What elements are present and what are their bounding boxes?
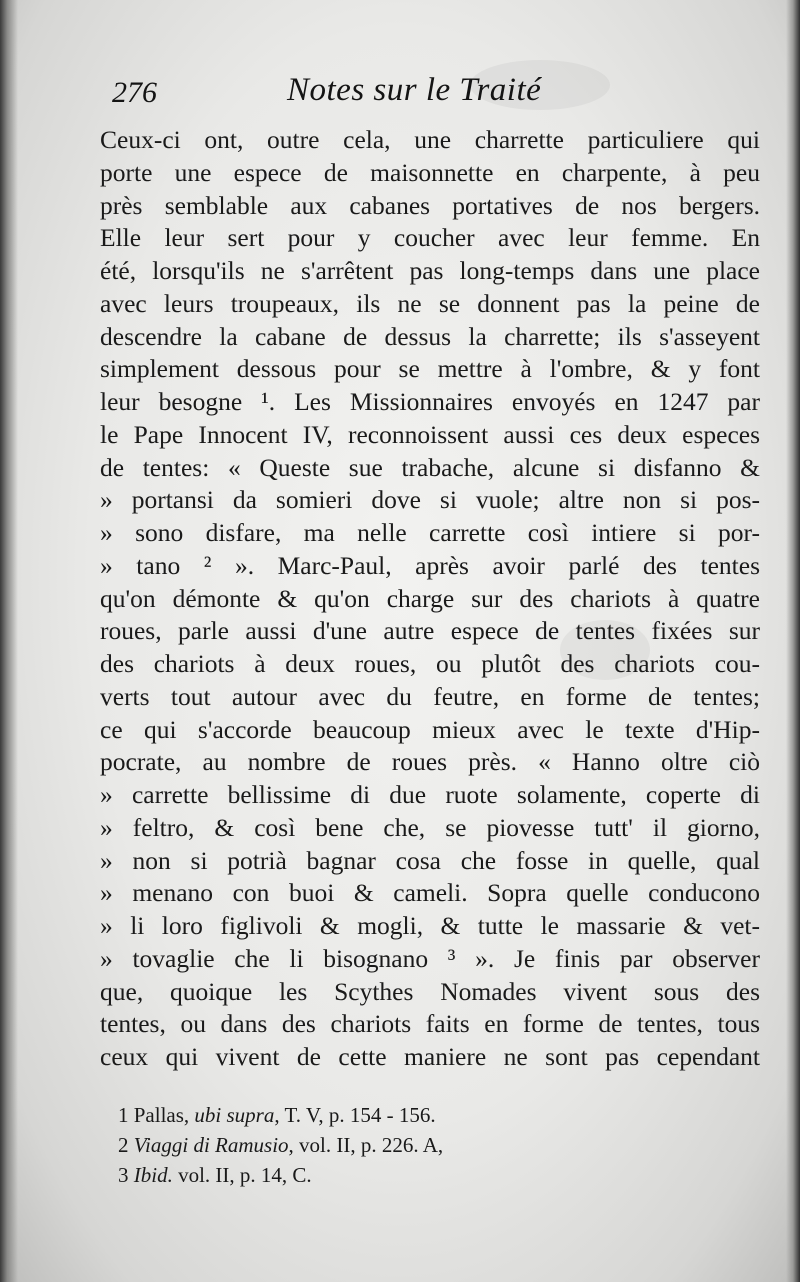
text-line: simplement dessous pour se mettre à l'ombre, & y font [100,354,760,384]
page-right-edge-shadow [786,0,800,1282]
text-line: » non si potrià bagnar cosa che fosse in quelle, qual [100,845,760,875]
footnote-text-pre: Pallas, [133,1103,195,1127]
text-line: des chariots à deux roues, ou plutôt des chariots cou- [100,649,760,678]
text-line: Elle leur sert pour y coucher avec leur femme. En [100,223,760,253]
footnote-number: 1 [118,1103,129,1127]
text-line: roues, parle aussi d'une autre espece de tentes fixées sur [100,616,760,646]
text-line: » tano ² ». Marc-Paul, après avoir parlé des tentes [100,550,760,580]
text-line: » sono disfare, ma nelle carrette così intiere si por- [100,518,760,547]
running-head: Notes sur le Traité [287,72,542,108]
body-text [100,124,760,1074]
footnote-number: 3 [118,1163,129,1187]
text-line: Ceux-ci ont, outre cela, une charrette particuliere qui [100,125,760,154]
page-left-edge-shadow [0,0,18,1282]
footnote-text-post: , T. V, p. 154 - 156. [274,1103,436,1127]
footnote [118,1100,678,1130]
text-line: » tovaglie che li bisognano ³ ». Je finis par observer [100,943,760,973]
footnote [118,1130,678,1160]
text-line: porte une espece de maisonnette en charpente, à peu [100,157,760,187]
text-line: pocrate, au nombre de roues près. « Hanno oltre ciò [100,747,760,777]
footnote-number: 2 [118,1133,129,1157]
text-line: avec leurs troupeaux, ils ne se donnent pas la peine de [100,288,760,318]
text-line: » li loro figlivoli & mogli, & tutte le massarie & vet- [100,911,760,940]
text-line: » carrette bellissime di due ruote solamente, coperte di [100,780,760,809]
footnote-text-post: , vol. II, p. 226. A, [288,1133,444,1157]
page-number: 276 [112,76,157,109]
footnote [118,1160,678,1190]
text-line: ceux qui vivent de cette maniere ne sont pas cependant [100,1042,760,1071]
text-line: » portansi da somieri dove si vuole; altre non si pos- [100,485,760,515]
text-line: le Pape Innocent IV, reconnoissent aussi ces deux especes [100,419,760,449]
text-line: descendre la cabane de dessus la charrette; ils s'asseyent [100,321,760,351]
text-line: » feltro, & così bene che, se piovesse tutt' il giorno, [100,812,760,842]
text-line: qu'on démonte & qu'on charge sur des chariots à quatre [100,583,760,613]
footnote-text-post: vol. II, p. 14, C. [172,1163,312,1187]
text-line: près semblable aux cabanes portatives de nos bergers. [100,190,760,220]
footnotes [118,1100,678,1190]
text-line: verts tout autour avec du feutre, en forme de tentes; [100,681,760,711]
footnote-text-italic: Ibid. [133,1163,173,1187]
text-line: de tentes: « Queste sue trabache, alcune si disfanno & [100,452,760,482]
text-line: que, quoique les Scythes Nomades vivent sous des [100,976,760,1006]
text-line: ce qui s'accorde beaucoup mieux avec le texte d'Hip- [100,714,760,744]
text-line: leur besogne ¹. Les Missionnaires envoyés en 1247 par [100,387,760,416]
text-line: été, lorsqu'ils ne s'arrêtent pas long-temps dans une place [100,256,760,285]
page-header [112,72,732,116]
footnote-text-italic: ubi supra [194,1103,275,1127]
text-line: tentes, ou dans des chariots faits en forme de tentes, tous [100,1009,760,1039]
text-line: » menano con buoi & cameli. Sopra quelle conducono [100,878,760,908]
footnote-text-italic: Viaggi di Ramusio [133,1133,289,1157]
